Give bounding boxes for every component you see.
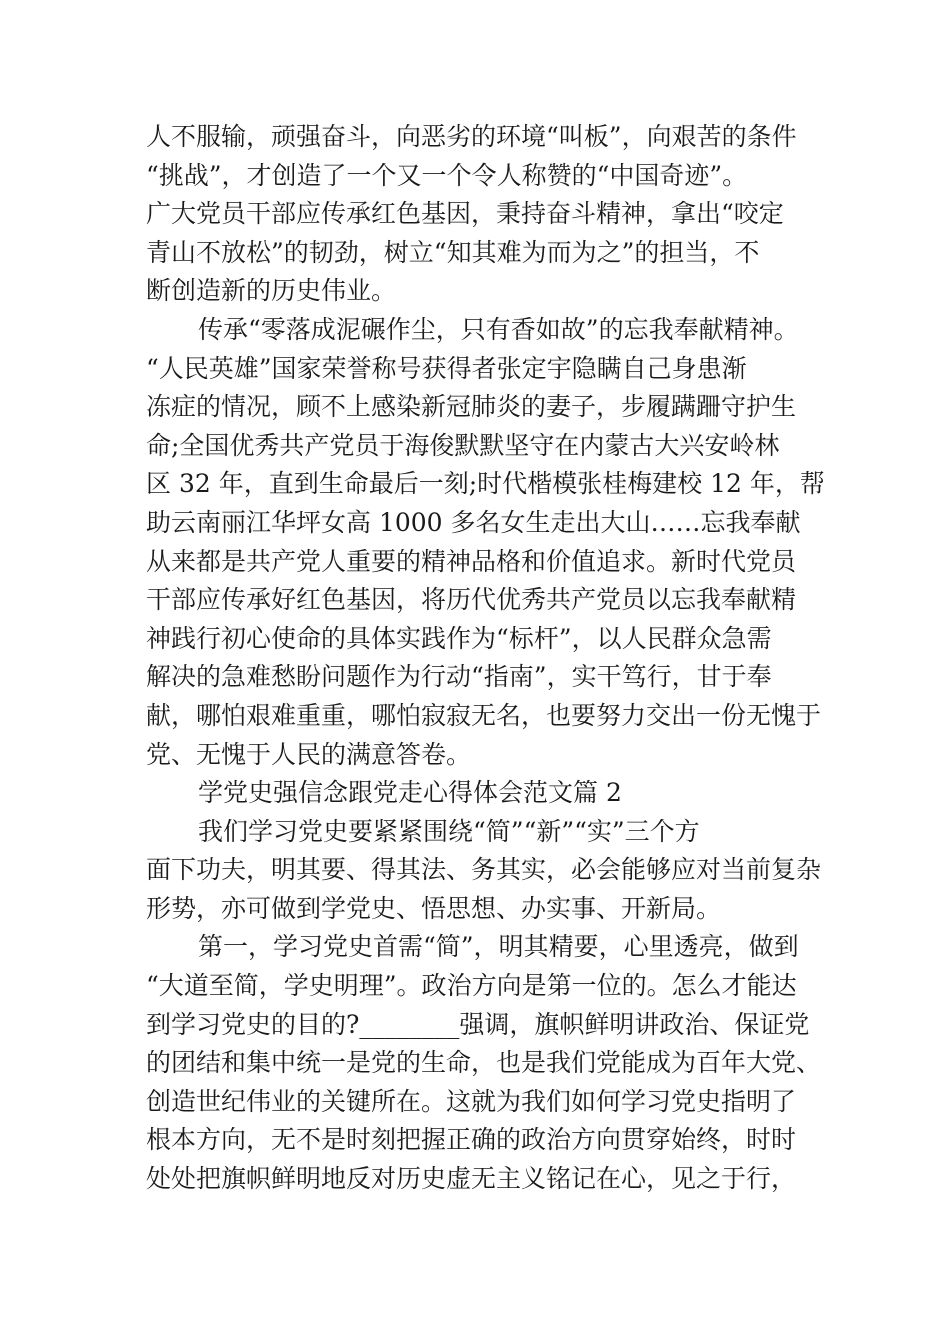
text-line: 党、无愧于人民的满意答卷。	[146, 739, 472, 769]
text-line: 广大党员干部应传承红色基因，秉持奋斗精神，拿出“咬定	[146, 199, 784, 229]
text-line: 创造世纪伟业的关键所在。这就为我们如何学习党史指明了	[146, 1086, 797, 1116]
text-line: 冻症的情况，顾不上感染新冠肺炎的妻子，步履蹒跚守护生	[146, 392, 797, 422]
text-line: 断创造新的历史伟业。	[146, 276, 397, 306]
paragraph-first-line: 传承“零落成泥碾作尘，只有香如故”的忘我奉献精神。	[198, 314, 799, 344]
text-line: 区 32 年，直到生命最后一刻;时代楷模张桂梅建校 12 年，帮	[146, 469, 825, 499]
text-line: 神践行初心使命的具体实践作为“标杆”，以人民群众急需	[146, 623, 772, 653]
text-line: 形势，亦可做到学党史、悟思想、办实事、开新局。	[146, 893, 722, 923]
text-line: 的团结和集中统一是党的生命，也是我们党能成为百年大党、	[146, 1048, 822, 1078]
text-line: 处处把旗帜鲜明地反对历史虚无主义铭记在心，见之于行，	[146, 1164, 797, 1194]
text-line: “挑战”，才创造了一个又一个令人称赞的“中国奇迹”。	[146, 160, 748, 190]
text-line: 青山不放松”的韧劲，树立“知其难为而为之”的担当，不	[146, 237, 760, 267]
text-line: 到学习党史的目的?________强调，旗帜鲜明讲政治、保证党	[146, 1009, 810, 1039]
paragraph-first-line: 第一，学习党史首需“简”，明其精要，心里透亮，做到	[198, 932, 799, 962]
text-line: 人不服输，顽强奋斗，向恶劣的环境“叫板”，向艰苦的条件	[146, 122, 797, 151]
text-line: 干部应传承好红色基因，将历代优秀共产党员以忘我奉献精	[146, 585, 797, 615]
text-line: 命;全国优秀共产党员于海俊默默坚守在内蒙古大兴安岭林	[146, 430, 780, 460]
text-line: 从来都是共产党人重要的精神品格和价值追求。新时代党员	[146, 546, 797, 576]
paragraph-first-line: 我们学习党史要紧紧围绕“简”“新”“实”三个方	[198, 816, 700, 846]
text-line: “大道至简，学史明理”。政治方向是第一位的。怎么才能达	[146, 971, 797, 1001]
text-line: 献，哪怕艰难重重，哪怕寂寂无名，也要努力交出一份无愧于	[146, 700, 822, 730]
text-line: 面下功夫，明其要、得其法、务其实，必会能够应对当前复杂	[146, 855, 822, 885]
document-body	[146, 118, 825, 1199]
text-line: 助云南丽江华坪女高 1000 多名女生走出大山……忘我奉献	[146, 507, 801, 537]
text-line: “人民英雄”国家荣誉称号获得者张定宇隐瞒自己身患渐	[146, 353, 747, 383]
text-line: 根本方向，无不是时刻把握正确的政治方向贯穿始终，时时	[146, 1125, 797, 1155]
text-line: 解决的急难愁盼问题作为行动“指南”，实干笃行，甘于奉	[146, 662, 772, 692]
section-heading: 学党史强信念跟党走心得体会范文篇 2	[198, 778, 622, 808]
